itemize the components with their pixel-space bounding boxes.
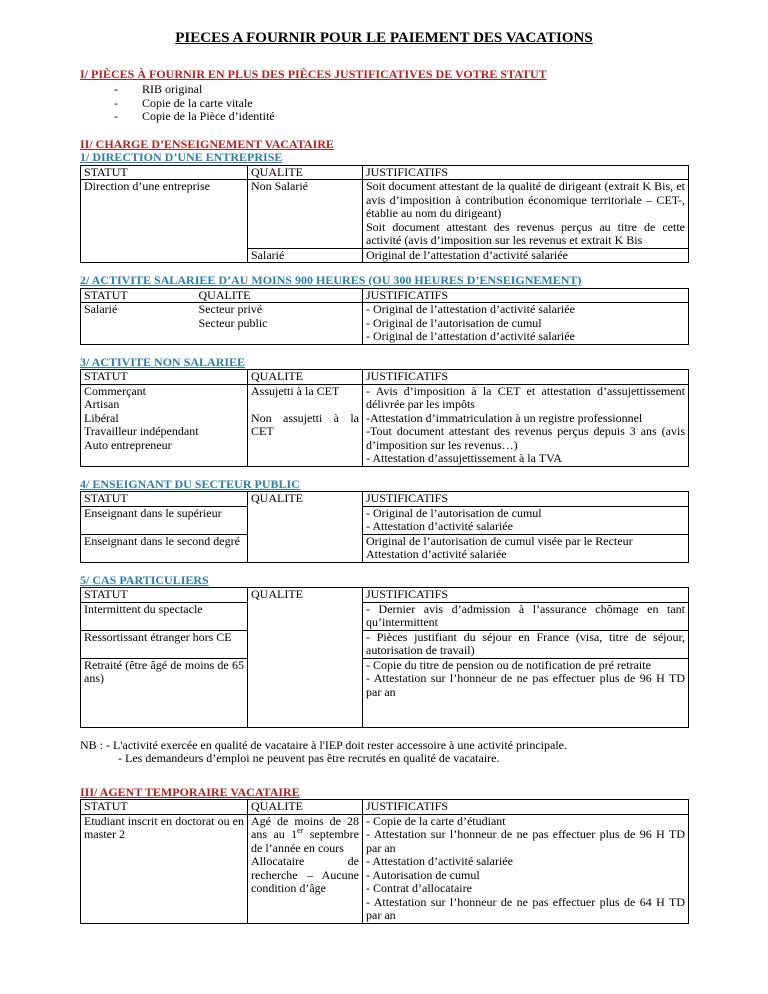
qualite-text: Secteur privé: [198, 302, 263, 316]
section1-heading: I/ PIÈCES À FOURNIR EN PLUS DES PIÈCES JUSTIFICATIVES DE VOTRE STATUT: [80, 66, 547, 81]
table-row: [81, 506, 689, 534]
table-activite-salariee: [80, 288, 689, 345]
superscript: er: [297, 826, 304, 835]
justificatif-text: - Attestation d’activité salariée: [366, 854, 513, 868]
table-cas-particuliers: [80, 587, 689, 728]
header-statut: STATUT: [81, 288, 196, 303]
justificatif-text: - Attestation d’assujettissement à la TVA: [366, 451, 562, 465]
statut-cell: Direction d’une entreprise: [81, 180, 248, 263]
table-direction-entreprise: [80, 165, 689, 264]
nb-line: NB : - L'activité exercée en qualité de vacataire à l'IEP doit rester accessoire à une activité principale.: [80, 737, 567, 752]
table-row: [81, 630, 689, 658]
justificatifs-cell: - Pièces justifiant du séjour en France (visa, titre de séjour, autorisation de travail): [363, 630, 689, 658]
table-row: [81, 180, 689, 249]
justificatif-text: Attestation d’activité salariée: [366, 547, 507, 561]
list-item: - RIB original: [142, 83, 688, 97]
header-justificatifs: JUSTIFICATIFS: [363, 370, 689, 385]
statut-text: Commerçant: [84, 383, 146, 398]
sub2-heading: 2/ ACTIVITE SALARIEE D’AU MOINS 900 HEURES (OU 300 HEURES D’ENSEIGNEMENT): [80, 273, 582, 287]
section3-heading: III/ AGENT TEMPORAIRE VACATAIRE: [80, 784, 300, 799]
qualite-text: septembre de l’année en cours: [251, 827, 360, 855]
justificatif-text: - Autorisation de cumul: [366, 867, 480, 882]
justificatif-text: - Attestation sur l’honneur de ne pas effectuer plus de 96 H TD par an: [366, 827, 685, 855]
statut-text: Travailleur indépendant: [84, 424, 199, 438]
justificatif-text: - Original de l’autorisation de cumul: [366, 505, 542, 520]
justificatifs-cell: [363, 180, 689, 249]
table-row: [81, 534, 689, 562]
qualite-text: Agé de moins de 28 ans au 1: [251, 813, 359, 841]
table-header-row: [81, 588, 689, 603]
justificatif-text: -Tout document attestant des revenus perçus depuis 3 ans (avis d’imposition sur les revenus…): [366, 424, 685, 452]
header-qualite: QUALITE: [248, 800, 363, 815]
justificatifs-cell: [363, 658, 689, 727]
statut-cell: Retraité (être âgé de moins de 65 ans): [81, 658, 248, 727]
justificatif-text: - Original de l’autorisation de cumul: [366, 315, 542, 330]
justificatif-text: Soit document attestant des revenus perçus au titre de cette activité (avis d’imposition sur les revenus et extrait K Bis: [366, 219, 685, 247]
justificatif-text: - Attestation sur l’honneur de ne pas effectuer plus de 96 H TD par an: [366, 671, 685, 699]
statut-text: Libéral: [84, 410, 119, 425]
list-item: - Copie de la carte vitale: [142, 97, 688, 111]
document-title: PIECES A FOURNIR POUR LE PAIEMENT DES VACATIONS: [175, 30, 593, 46]
statut-cell: Intermittent du spectacle: [81, 602, 248, 630]
header-qualite: QUALITE: [248, 165, 363, 180]
sub5-heading: 5/ CAS PARTICULIERS: [80, 572, 209, 587]
justificatif-text: Original de l’autorisation de cumul visée par le Recteur: [366, 533, 633, 548]
statut-cell: Etudiant inscrit en doctorat ou en master 2: [81, 814, 248, 923]
justificatifs-cell: [363, 855, 689, 923]
justificatif-text: Soit document attestant de la qualité de dirigeant (extrait K Bis, et avis d’imposition à contribution économique territoriale – CET-, établie au nom du dirigeant): [366, 179, 685, 220]
header-statut: STATUT: [81, 492, 248, 507]
nb-line: - Les demandeurs d’emploi ne peuvent pas être recrutés en qualité de vacataire.: [118, 751, 500, 765]
justificatifs-cell: - Dernier avis d’admission à l’assurance chômage en tant qu’intermittent: [363, 602, 689, 630]
sub3-heading: 3/ ACTIVITE NON SALARIEE: [80, 354, 246, 369]
qualite-cell: [196, 303, 363, 345]
qualite-cell: [248, 814, 363, 855]
header-justificatifs: JUSTIFICATIFS: [363, 492, 689, 507]
statut-cell: [81, 384, 248, 466]
header-justificatifs: JUSTIFICATIFS: [363, 165, 689, 180]
table-header-row: [81, 165, 689, 180]
statut-text: Auto entrepreneur: [84, 437, 172, 452]
justificatifs-cell: [363, 412, 689, 467]
qualite-cell: Salarié: [248, 248, 363, 263]
statut-cell: Ressortissant étranger hors CE: [81, 630, 248, 658]
table-row: [81, 384, 689, 412]
header-justificatifs: JUSTIFICATIFS: [363, 800, 689, 815]
justificatif-text: - Original de l’attestation d’activité salariée: [366, 302, 575, 316]
table-header-row: [81, 492, 689, 507]
header-qualite: QUALITE: [196, 288, 363, 303]
justificatif-text: - Contrat d’allocataire: [366, 881, 472, 895]
qualite-cell: Non assujetti à la CET: [248, 412, 363, 467]
sub1-heading: 1/ DIRECTION D’UNE ENTREPRISE: [80, 150, 283, 164]
header-qualite: QUALITE: [248, 370, 363, 385]
table-agent-temporaire: [80, 799, 689, 924]
section2-heading: II/ CHARGE D’ENSEIGNEMENT VACATAIRE: [80, 136, 334, 151]
table-enseignant-public: [80, 491, 689, 563]
header-justificatifs: JUSTIFICATIFS: [363, 588, 689, 603]
qualite-text: Secteur public: [198, 315, 268, 330]
justificatif-text: - Original de l’attestation d’activité salariée: [366, 329, 575, 343]
justificatif-text: - Attestation d’activité salariée: [366, 519, 513, 533]
header-statut: STATUT: [81, 370, 248, 385]
header-justificatifs: JUSTIFICATIFS: [363, 288, 689, 303]
table-header-row: [81, 800, 689, 815]
section1-list: [80, 83, 688, 124]
header-statut: STATUT: [81, 800, 248, 815]
sub4-heading: 4/ ENSEIGNANT DU SECTEUR PUBLIC: [80, 476, 300, 491]
header-statut: STATUT: [81, 588, 248, 603]
list-item: - Copie de la Pièce d’identité: [142, 110, 688, 124]
header-qualite: QUALITE: [248, 588, 363, 728]
justificatifs-cell: [363, 534, 689, 562]
header-qualite: QUALITE: [248, 492, 363, 563]
table-row: [81, 602, 689, 630]
justificatif-text: - Attestation sur l’honneur de ne pas effectuer plus de 64 H TD par an: [366, 894, 685, 922]
statut-cell: Enseignant dans le second degré: [81, 534, 248, 562]
justificatifs-cell: - Avis d’imposition à la CET et attestation d’assujettissement délivrée par les impôts: [363, 384, 689, 412]
justificatifs-cell: [363, 814, 689, 855]
table-row: [81, 303, 689, 345]
justificatif-text: - Copie du titre de pension ou de notification de pré retraite: [366, 657, 651, 672]
table-row: [81, 814, 689, 855]
statut-cell: Salarié: [81, 303, 196, 345]
justificatifs-cell: Original de l’attestation d’activité salariée: [363, 248, 689, 263]
header-statut: STATUT: [81, 165, 248, 180]
justificatif-text: -Attestation d’immatriculation à un registre professionnel: [366, 410, 643, 425]
qualite-cell: Allocataire de recherche – Aucune condition d’âge: [248, 855, 363, 923]
table-activite-non-salariee: [80, 369, 689, 467]
justificatifs-cell: [363, 506, 689, 534]
table-header-row: [81, 288, 689, 303]
justificatif-text: - Copie de la carte d’étudiant: [366, 813, 506, 828]
statut-text: Artisan: [84, 397, 120, 411]
nb-note: [80, 739, 688, 766]
justificatifs-cell: [363, 303, 689, 345]
qualite-cell: Non Salarié: [248, 180, 363, 249]
statut-cell: Enseignant dans le supérieur: [81, 506, 248, 534]
table-header-row: [81, 370, 689, 385]
qualite-cell: Assujetti à la CET: [248, 384, 363, 412]
table-row: [81, 658, 689, 727]
